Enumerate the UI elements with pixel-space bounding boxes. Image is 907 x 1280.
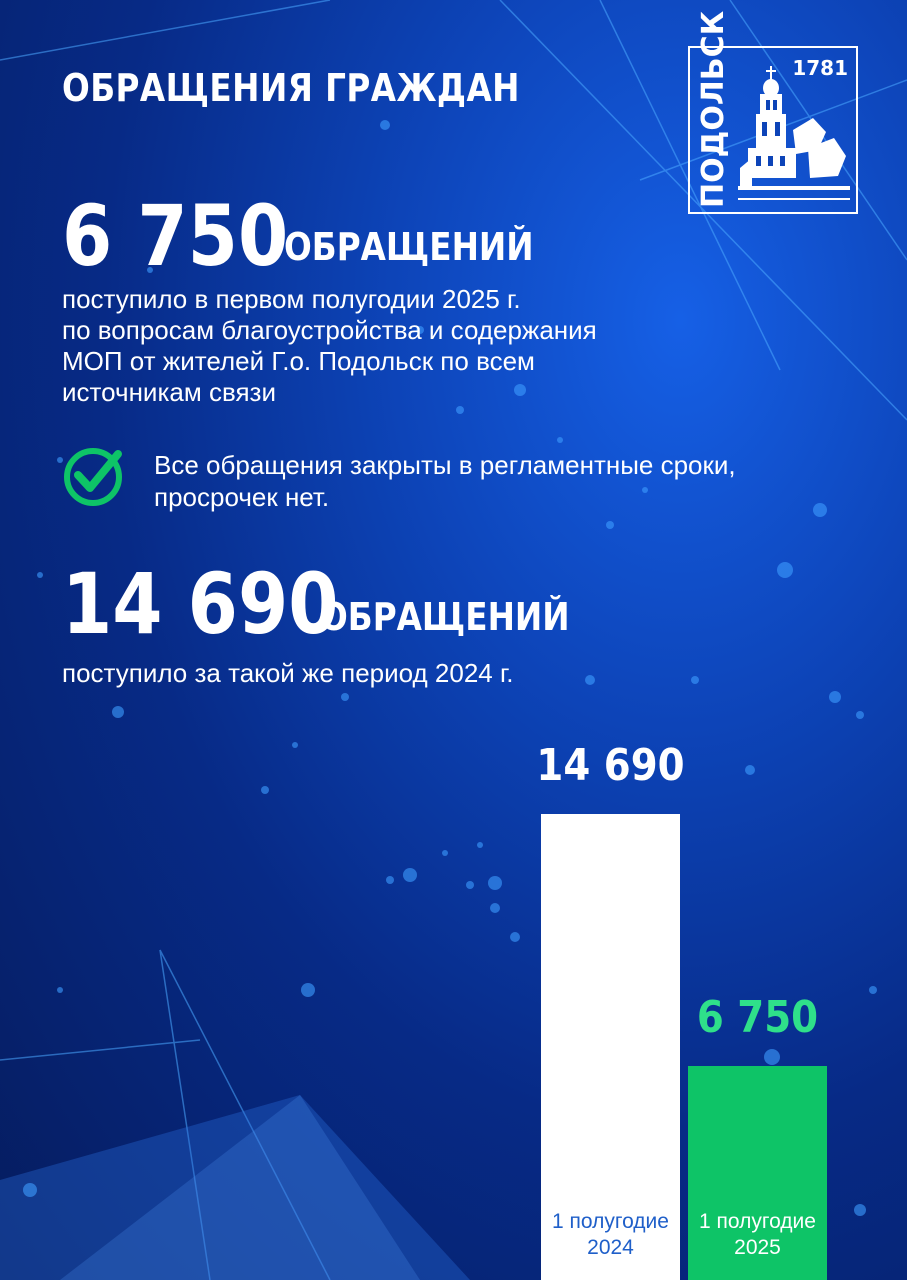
current-description-line: по вопросам благоустройства и содержания <box>62 315 597 345</box>
current-description <box>62 284 597 408</box>
previous-count-unit: ОБРАЩЕНИЙ <box>320 595 570 639</box>
bar-category-label-line: 1 полугодие <box>552 1210 669 1233</box>
logo-city-name: ПОДОЛЬСК <box>696 10 731 208</box>
current-count-unit: ОБРАЩЕНИЙ <box>284 225 534 269</box>
deadline-note-line: просрочек нет. <box>154 482 330 512</box>
bar-category-label-line: 2025 <box>734 1236 781 1259</box>
bar-category-label <box>541 1209 680 1261</box>
current-description-line: поступило в первом полугодии 2025 г. <box>62 284 521 314</box>
previous-description-line: поступило за такой же период 2024 г. <box>62 658 514 688</box>
city-logo <box>688 10 858 214</box>
bar-category-label-line: 2024 <box>587 1236 634 1259</box>
bar-value-label: 6 750 <box>696 992 819 1043</box>
current-description-line: источникам связи <box>62 377 277 407</box>
church-skyline-icon <box>738 58 850 208</box>
bar-category-label-line: 1 полугодие <box>699 1210 816 1233</box>
deadline-note <box>154 449 736 513</box>
logo-year: 1781 <box>792 56 848 80</box>
bar-category-label <box>688 1209 827 1261</box>
previous-count-value: 14 690 <box>62 555 339 653</box>
page-title: ОБРАЩЕНИЯ ГРАЖДАН <box>62 66 520 110</box>
checkmark-circle-icon <box>62 444 126 508</box>
previous-description <box>62 658 514 689</box>
bar-value-label: 14 690 <box>536 740 685 791</box>
deadline-note-line: Все обращения закрыты в регламентные сроки, <box>154 450 736 480</box>
current-description-line: МОП от жителей Г.о. Подольск по всем <box>62 346 535 376</box>
current-count-value: 6 750 <box>62 187 289 285</box>
